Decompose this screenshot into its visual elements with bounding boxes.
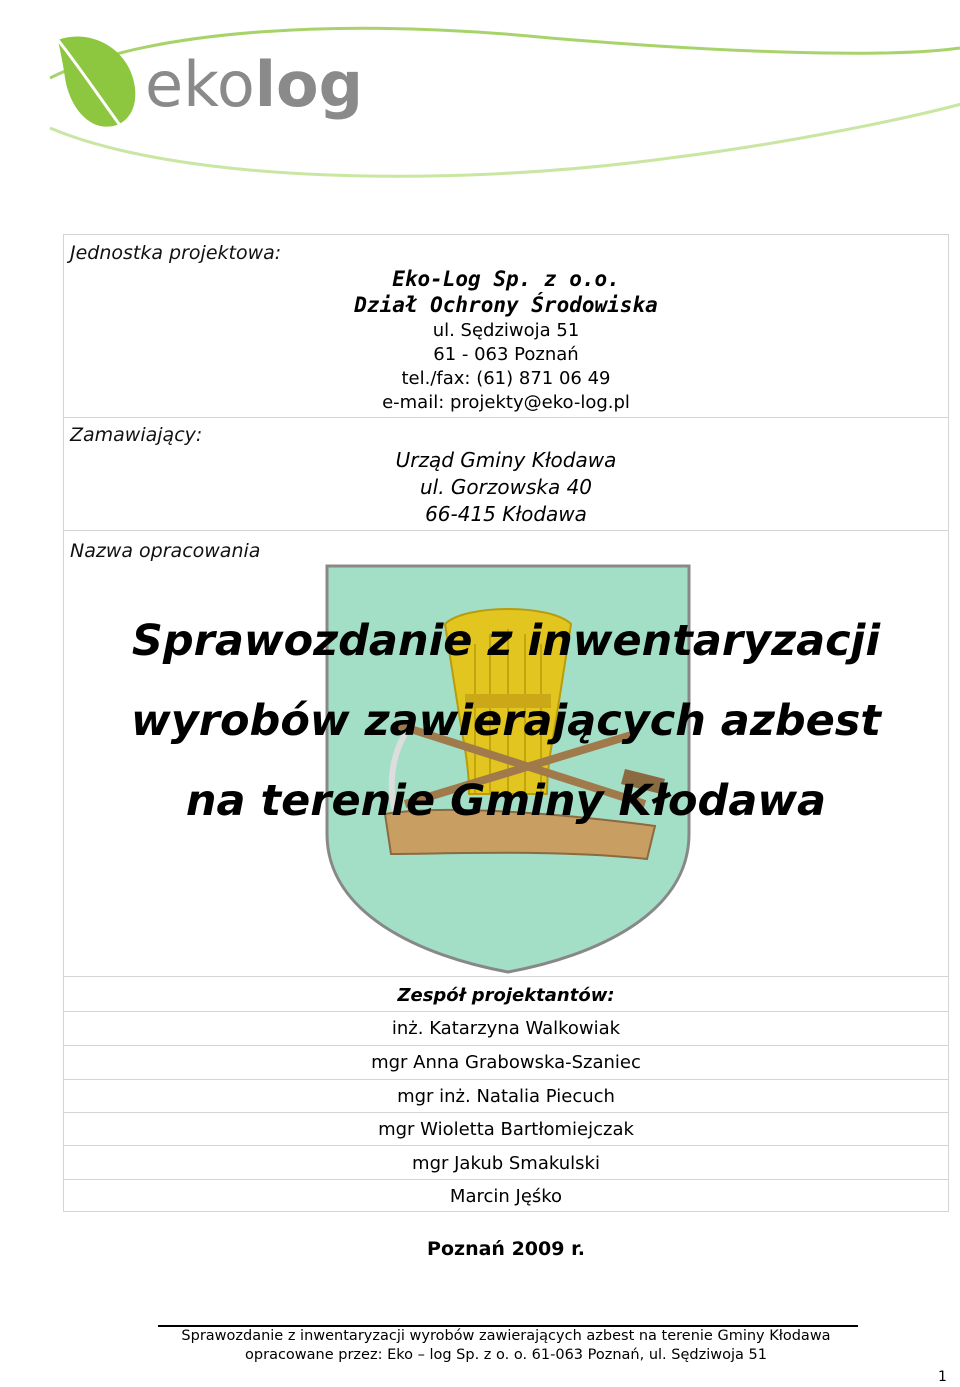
client-label: Zamawiający: xyxy=(70,424,203,446)
team-member: mgr Anna Grabowska-Szaniec xyxy=(371,1052,641,1073)
team-member: inż. Katarzyna Walkowiak xyxy=(391,1018,621,1039)
row-divider xyxy=(64,417,948,418)
client-name: Urząd Gminy Kłodawa xyxy=(395,448,617,472)
company-name: Eko-Log Sp. z o.o. xyxy=(392,267,620,291)
document-title-line-2: wyrobów zawierających azbest xyxy=(131,696,881,746)
footer-rule xyxy=(158,1325,858,1327)
row-divider xyxy=(64,1045,948,1046)
company-email: e-mail: projekty@eko-log.pl xyxy=(382,392,630,413)
team-member: mgr Wioletta Bartłomiejczak xyxy=(378,1119,634,1140)
row-divider xyxy=(64,1179,948,1180)
title-label: Nazwa opracowania xyxy=(70,540,261,562)
footer-line-2: opracowane przez: Eko – log Sp. z o. o. 61-063 Poznań, ul. Sędziwoja 51 xyxy=(245,1347,767,1363)
place-date: Poznań 2009 r. xyxy=(427,1238,585,1260)
leaf-icon xyxy=(58,37,135,127)
company-postal: 61 - 063 Poznań xyxy=(433,344,579,365)
company-department: Dział Ochrony Środowiska xyxy=(354,293,658,317)
client-postal: 66-415 Kłodawa xyxy=(425,502,587,526)
company-phone: tel./fax: (61) 871 06 49 xyxy=(401,368,611,389)
team-member: mgr Jakub Smakulski xyxy=(412,1153,600,1174)
row-divider xyxy=(64,1079,948,1080)
row-divider xyxy=(64,530,948,531)
svg-text:ekolog xyxy=(145,48,363,121)
designer-label: Jednostka projektowa: xyxy=(70,242,282,264)
team-member: mgr inż. Natalia Piecuch xyxy=(397,1086,615,1107)
document-title-line-3: na terenie Gminy Kłodawa xyxy=(185,776,827,826)
logo-text-log: log xyxy=(254,48,364,121)
team-heading: Zespół projektantów: xyxy=(397,985,615,1006)
footer-line-1: Sprawozdanie z inwentaryzacji wyrobów zawierających azbest na terenie Gminy Kłodawa xyxy=(181,1328,831,1344)
client-street: ul. Gorzowska 40 xyxy=(419,475,593,499)
team-member: Marcin Jęśko xyxy=(449,1186,563,1207)
logo-text-eko: eko xyxy=(145,48,255,121)
row-divider xyxy=(64,976,948,977)
page-number: 1 xyxy=(938,1369,947,1385)
row-divider xyxy=(64,1145,948,1146)
row-divider xyxy=(64,1011,948,1012)
row-divider xyxy=(64,1112,948,1113)
ekolog-logo xyxy=(30,8,960,198)
company-street: ul. Sędziwoja 51 xyxy=(432,320,580,341)
document-title-line-1: Sprawozdanie z inwentaryzacji xyxy=(131,616,881,666)
